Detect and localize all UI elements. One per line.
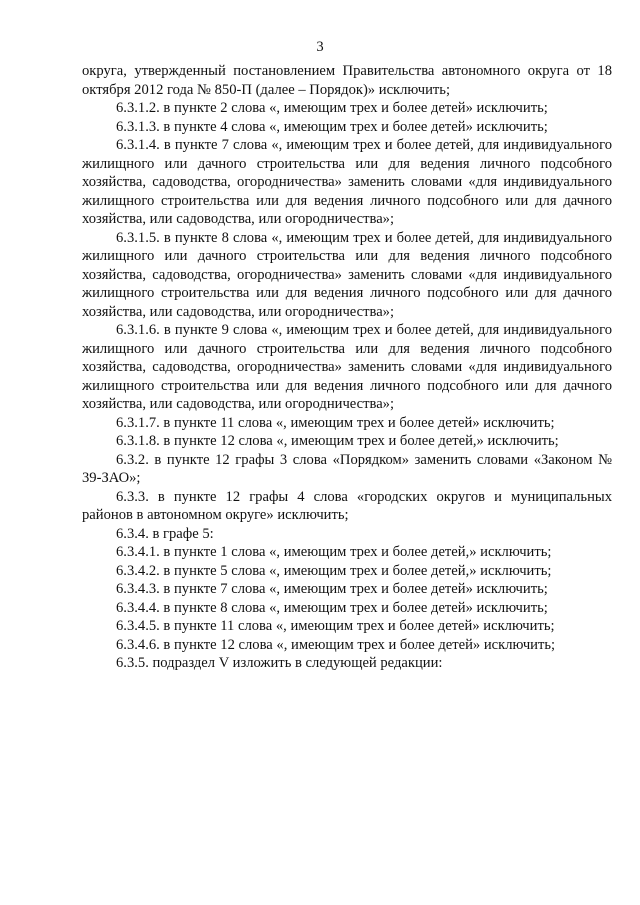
paragraph-continuation: округа, утвержденный постановлением Правительства автономного округа от 18 октября 2012 года № 850-П (далее – Порядок)» исключить; [82,63,612,98]
paragraph-6-3-1-3: 6.3.1.3. в пункте 4 слова «, имеющим трех и более детей» исключить; [116,118,548,135]
paragraph-6-3-4-5: 6.3.4.5. в пункте 11 слова «, имеющим трех и более детей» исключить; [116,618,555,634]
paragraph-6-3-4-4: 6.3.4.4. в пункте 8 слова «, имеющим трех и более детей» исключить; [116,599,548,616]
paragraph-6-3-1-7: 6.3.1.7. в пункте 11 слова «, имеющим трех и более детей» исключить; [116,414,555,431]
paragraph-6-3-4: 6.3.4. в графе 5: [116,525,214,542]
paragraph-6-3-4-3: 6.3.4.3. в пункте 7 слова «, имеющим трех и более детей» исключить; [116,581,548,597]
paragraph-6-3-2: 6.3.2. в пункте 12 графы 3 слова «Порядком» заменить словами «Законом № 39-ЗАО»; [82,451,612,486]
paragraph-6-3-5: 6.3.5. подраздел V изложить в следующей редакции: [116,655,443,671]
paragraph-6-3-1-4: 6.3.1.4. в пункте 7 слова «, имеющим трех и более детей, для индивидуального жилищного или дачного строительства или для ведения личного подсобного хозяйства, садоводства, огородничества» заменить словами «для индивидуального жилищного строительства или для ведения личного подсобного или для дачного хозяйства, или садоводства, или огородничества»; [82,137,612,227]
paragraph-6-3-3: 6.3.3. в пункте 12 графы 4 слова «городских округов и муниципальных районов в автономном округе» исключить; [82,488,612,523]
paragraph-6-3-4-1: 6.3.4.1. в пункте 1 слова «, имеющим трех и более детей,» исключить; [116,544,552,560]
page-number: 3 [316,39,324,55]
paragraph-6-3-1-8: 6.3.1.8. в пункте 12 слова «, имеющим трех и более детей,» исключить; [116,433,559,449]
paragraph-6-3-1-2: 6.3.1.2. в пункте 2 слова «, имеющим трех и более детей» исключить; [116,100,548,116]
paragraph-6-3-4-2: 6.3.4.2. в пункте 5 слова «, имеющим трех и более детей,» исключить; [116,562,552,579]
paragraph-6-3-4-6: 6.3.4.6. в пункте 12 слова «, имеющим трех и более детей» исключить; [116,636,556,653]
paragraph-6-3-1-6: 6.3.1.6. в пункте 9 слова «, имеющим трех и более детей, для индивидуального жилищного или дачного строительства или для ведения личного подсобного хозяйства, садоводства, огородничества» заменить словами «для индивидуального жилищного строительства или для ведения личного подсобного или для дачного хозяйства, или садоводства, или огородничества»; [82,322,612,412]
paragraph-6-3-1-5: 6.3.1.5. в пункте 8 слова «, имеющим трех и более детей, для индивидуального жилищного или дачного строительства или для ведения личного подсобного хозяйства, садоводства, огородничества» заменить словами «для индивидуального жилищного строительства или для ведения личного подсобного или для дачного хозяйства, или садоводства, или огородничества»; [82,229,612,320]
document-body [82,62,612,673]
